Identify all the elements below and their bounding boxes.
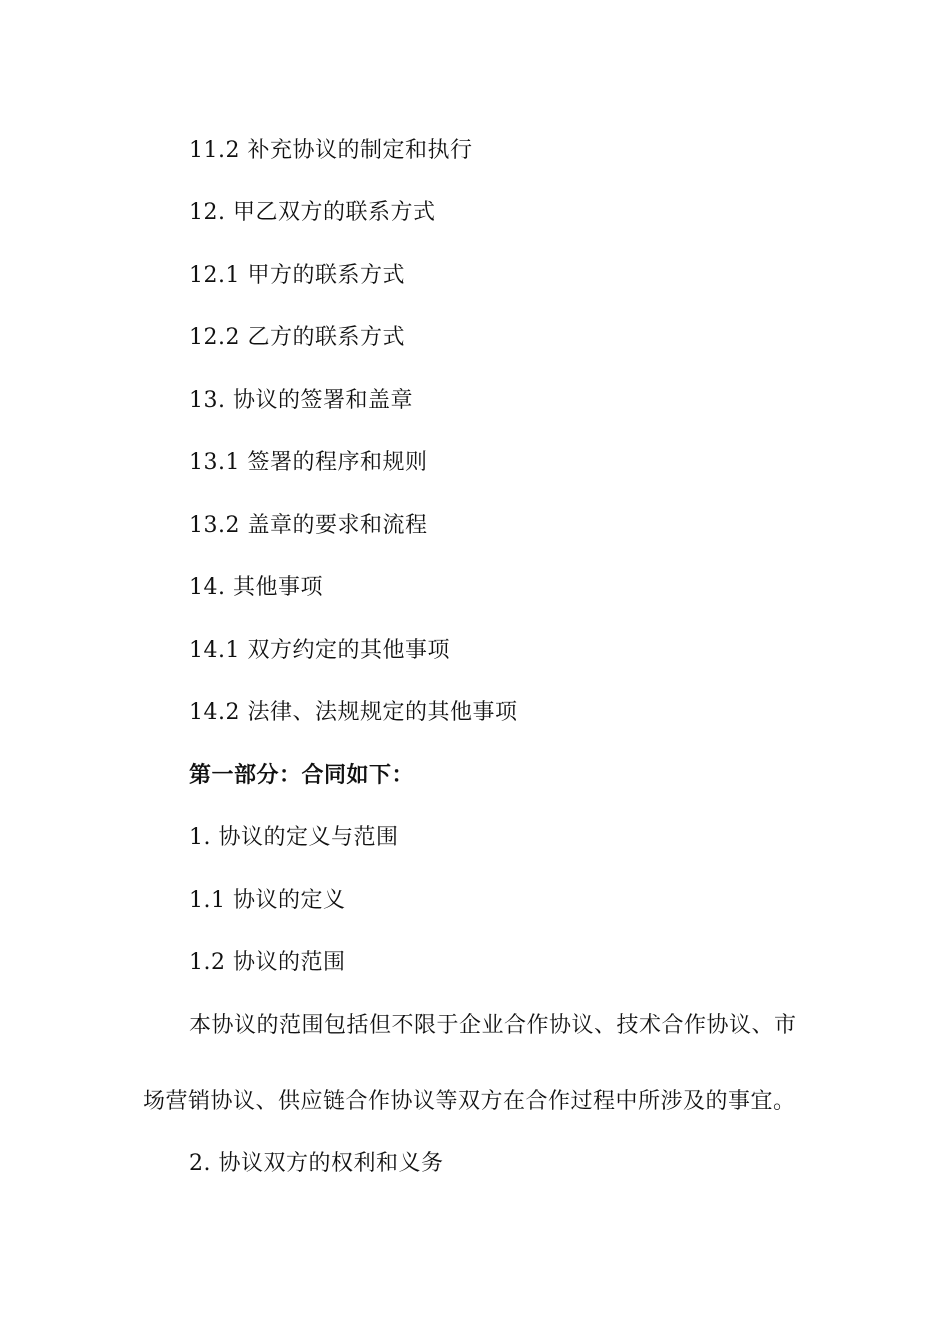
toc-line-12-1: 12.1 甲方的联系方式 <box>189 263 405 288</box>
toc-line-13-2: 13.2 盖章的要求和流程 <box>189 513 428 538</box>
clause-1-1: 1.1 协议的定义 <box>189 888 346 913</box>
paragraph-line-1: 本协议的范围包括但不限于企业合作协议、技术合作协议、市 <box>189 1013 797 1038</box>
toc-line-13: 13. 协议的签署和盖章 <box>189 388 413 413</box>
paragraph-line-2: 场营销协议、供应链合作协议等双方在合作过程中所涉及的事宜。 <box>143 1089 796 1114</box>
toc-line-12-2: 12.2 乙方的联系方式 <box>189 325 405 350</box>
toc-line-13-1: 13.1 签署的程序和规则 <box>189 450 428 475</box>
clause-1: 1. 协议的定义与范围 <box>189 825 399 850</box>
toc-line-14-1: 14.1 双方约定的其他事项 <box>189 638 450 663</box>
toc-line-14: 14. 其他事项 <box>189 575 323 600</box>
clause-1-2: 1.2 协议的范围 <box>189 950 346 975</box>
section-heading: 第一部分：合同如下： <box>189 763 415 788</box>
toc-line-12: 12. 甲乙双方的联系方式 <box>189 200 436 225</box>
toc-line-11-2: 11.2 补充协议的制定和执行 <box>189 138 473 163</box>
clause-2: 2. 协议双方的权利和义务 <box>189 1151 444 1176</box>
toc-line-14-2: 14.2 法律、法规规定的其他事项 <box>189 700 518 725</box>
